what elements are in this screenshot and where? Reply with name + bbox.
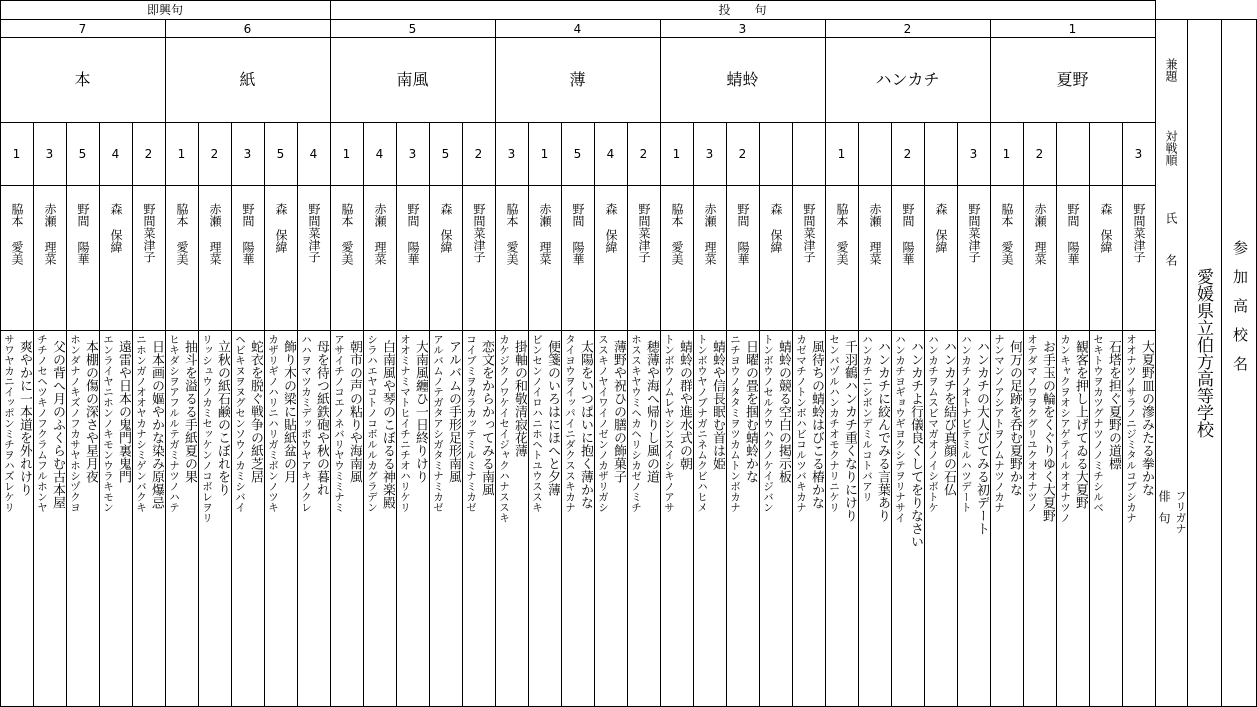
haiku-text: ハンカチの大人びてみる初デート: [974, 340, 989, 535]
entry-name: 赤瀬 理菜: [1033, 203, 1047, 265]
grid-line: [1122, 122, 1123, 707]
entry-order: 3: [705, 147, 714, 161]
entry-order: 2: [210, 147, 219, 161]
grid-line: [198, 122, 199, 707]
haiku-text: 爽やかに一本道を外れけり: [17, 340, 32, 496]
grid-line: [429, 122, 430, 707]
round-theme: 蜻蛉: [726, 70, 759, 89]
haiku-furigana: オオナツノサラノニジミタルコブシカナ: [1125, 334, 1137, 523]
grid-line: [759, 122, 760, 707]
haiku-text: 母を待つ紙鉄砲や秋の暮れ: [314, 340, 329, 496]
haiku-furigana: センバヅルハンカチオモクナリニケリ: [828, 334, 840, 513]
haiku-furigana: トンボウヤノブナガニネムクビハヒメ: [696, 334, 708, 513]
haiku-furigana: カザリギノハリニハリガミボンノツキ: [267, 334, 279, 513]
haiku-furigana: サワヤカニイッポンミチヲハズレケリ: [3, 334, 15, 513]
grid-line: [825, 20, 826, 707]
grid-line: [858, 122, 859, 707]
grid-line: [330, 20, 331, 707]
haiku-text: 石塔を担ぐ夏野の道標: [1106, 340, 1121, 470]
haiku-text: 観客を押し上げてゐる大夏野: [1073, 340, 1088, 509]
haiku-furigana: ナンマンノアシアトヲノムナツノカナ: [993, 334, 1005, 513]
haiku-furigana: カンキャクヲオシアゲテイルオオナツノ: [1059, 334, 1071, 523]
entry-order: 3: [45, 147, 54, 161]
grid-line: [792, 122, 793, 707]
haiku-text: 蜻蛉の競る空白の掲示板: [776, 340, 791, 483]
haiku-furigana: リッシュウノカミセッケンノコボレヲリ: [201, 334, 213, 523]
round-number: 4: [573, 22, 582, 36]
entry-order: [792, 146, 825, 162]
haiku-furigana: ビンセンノイロハニホヘトユウススキ: [531, 334, 543, 513]
entry-order: 2: [1035, 147, 1044, 161]
round-number: 5: [408, 22, 417, 36]
grid-line: [33, 122, 34, 707]
entry-order: 5: [78, 147, 87, 161]
entry-name: 森 保緯: [439, 203, 453, 253]
grid-line: [0, 330, 1155, 331]
entry-order: 1: [540, 147, 549, 161]
grid-line: [165, 20, 166, 707]
haiku-text: 朝市の声の粘りや海南風: [347, 340, 362, 483]
entry-order: 2: [474, 147, 483, 161]
grid-line: [264, 122, 265, 707]
entry-order: 3: [243, 147, 252, 161]
grid-line: [396, 122, 397, 707]
haiku-text: 飾り木の梁に貼紙盆の月: [281, 340, 296, 483]
entry-name: 森 保緯: [604, 203, 618, 253]
haiku-furigana: アサイチノコエノネバリヤウミミナミ: [333, 334, 345, 513]
haiku-text: 抽斗を溢るる手紙夏の果: [182, 340, 197, 483]
entry-name: 赤瀬 理菜: [208, 203, 222, 265]
round-number: 6: [243, 22, 252, 36]
haiku-text: 本棚の傷の深さや星月夜: [83, 340, 98, 483]
haiku-text: お手玉の輪をくぐりゆく大夏野: [1040, 340, 1055, 522]
grid-line: [297, 122, 298, 707]
entry-name: 野間 陽華: [241, 203, 255, 265]
entry-name: 赤瀬 理菜: [868, 203, 882, 265]
grid-line: [462, 122, 463, 707]
entry-order: 2: [639, 147, 648, 161]
entry-name: 森 保緯: [109, 203, 123, 253]
haiku-text: ハンカチに絞んでみる言葉あり: [875, 340, 890, 522]
grid-line: [594, 122, 595, 707]
round-theme: ハンカチ: [875, 70, 940, 89]
round-theme: 本: [74, 70, 91, 89]
haiku-text: 父の背へ月のふくらむ古本屋: [50, 340, 65, 509]
haiku-label: 俳句: [1157, 490, 1171, 534]
entry-order: 2: [738, 147, 747, 161]
entry-order: 3: [408, 147, 417, 161]
haiku-text: 太陽をいつぱいに抱く薄かな: [578, 340, 593, 509]
entry-name: 脇本 愛美: [835, 203, 849, 265]
grid-line: [132, 122, 133, 707]
round-number: 2: [903, 22, 912, 36]
grid-line: [0, 122, 1155, 123]
grid-line: [231, 122, 232, 707]
haiku-furigana: ヒキダシヲアフルルテガミナツノハテ: [168, 334, 180, 513]
entry-name: 野間菜津子: [307, 203, 321, 263]
haiku-furigana: ススキノヤイワイノゼンノカザリガシ: [597, 334, 609, 513]
grid-line: [660, 20, 661, 707]
entry-order: 1: [672, 147, 681, 161]
grid-line: [561, 122, 562, 707]
entry-order: 2: [144, 147, 153, 161]
entry-order: [1089, 146, 1122, 162]
entry-name: 野間菜津子: [472, 203, 486, 263]
haiku-text: 何万の足跡を呑む夏野かな: [1007, 340, 1022, 496]
grid-line: [990, 20, 991, 707]
grid-line: [1155, 0, 1156, 707]
grid-line: [693, 122, 694, 707]
entry-name: 野間菜津子: [967, 203, 981, 263]
entry-name: 野間 陽華: [1066, 203, 1080, 265]
round-number: 1: [1068, 22, 1077, 36]
entry-order: 4: [111, 147, 120, 161]
entry-name: 野間菜津子: [1132, 203, 1146, 263]
entry-name: 森 保緯: [934, 203, 948, 253]
haiku-text: 穂薄や海へ帰りし風の道: [644, 340, 659, 483]
grid-line: [495, 20, 496, 707]
haiku-furigana: ハンカチヲムスビマガオノイシボトケ: [927, 334, 939, 513]
entry-name: 森 保緯: [769, 203, 783, 253]
haiku-text: 風待ちの蜻蛉はびこる椿かな: [809, 340, 824, 509]
entry-order: [924, 146, 957, 162]
haiku-furigana: カゼマチノトンボハビコルツバキカナ: [795, 334, 807, 513]
haiku-furigana: ニチヨウノタタミヲツカムトンボカナ: [729, 334, 741, 513]
furigana-label: フリガナ: [1174, 490, 1187, 534]
haiku-text: アルバムの手形足形南風: [446, 340, 461, 483]
haiku-text: ハンカチを結び真顔の石仏: [941, 340, 956, 496]
entry-order: 1: [12, 147, 21, 161]
haiku-text: 薄野や祝ひの膳の飾菓子: [611, 340, 626, 483]
haiku-furigana: ハンカチニシボンデミルコトバアリ: [861, 334, 873, 502]
entry-order: 3: [969, 147, 978, 161]
entry-name: 野間菜津子: [637, 203, 651, 263]
entry-order: [759, 146, 792, 162]
haiku-furigana: ホンダナノキズノフカサヤホシヅクヨ: [69, 334, 81, 513]
entry-name: 脇本 愛美: [340, 203, 354, 265]
grid-line: [924, 122, 925, 707]
entry-name: 野間 陽華: [406, 203, 420, 265]
haiku-furigana: ハンカチノオトナビテミルハツデート: [960, 334, 972, 513]
haiku-furigana: タイヨウヲイッパイニダクススキカナ: [564, 334, 576, 513]
entry-name: 脇本 愛美: [175, 203, 189, 265]
haiku-furigana: エンライヤニホンノキモンウラキモン: [102, 334, 114, 513]
grid-line: [0, 37, 1155, 38]
grid-line: [66, 122, 67, 707]
round-number: 3: [738, 22, 747, 36]
haiku-text: 蜻蛉や信長眠む首は姫: [710, 340, 725, 470]
name-label: 氏名: [1164, 212, 1178, 296]
grid-line: [1089, 122, 1090, 707]
haiku-furigana: トンボウノムレヤシンスイシキノアサ: [663, 334, 675, 513]
haiku-text: 便箋のいろはにほへと夕薄: [545, 340, 560, 496]
section-sokkyo: 即興句: [146, 3, 183, 17]
entry-order: 2: [903, 147, 912, 161]
grid-line: [0, 19, 1155, 20]
grid-line: [0, 185, 1155, 186]
grid-line: [627, 122, 628, 707]
grid-line: [1023, 122, 1024, 707]
grid-line: [0, 0, 1155, 1]
entry-name: 脇本 愛美: [670, 203, 684, 265]
entry-order: 4: [375, 147, 384, 161]
round-theme: 紙: [239, 70, 256, 89]
haiku-text: ハンカチよ行儀良くしてをりなさい: [908, 340, 923, 548]
grid-line: [957, 122, 958, 707]
entry-name: 赤瀬 理菜: [538, 203, 552, 265]
haiku-furigana: トンボウノセルクウハクノケイジバン: [762, 334, 774, 513]
haiku-text: 立秋の紙石鹸のこぼれをり: [215, 340, 230, 496]
entry-name: 野間 陽華: [736, 203, 750, 265]
entry-name: 森 保緯: [274, 203, 288, 253]
round-theme: 南風: [396, 70, 429, 89]
grid-line: [1221, 19, 1222, 707]
entry-order: 1: [1002, 147, 1011, 161]
school-name: 愛媛県立伯方高等学校: [1193, 268, 1213, 438]
entry-order: [1056, 146, 1089, 162]
entry-order: 5: [276, 147, 285, 161]
haiku-text: 恋文をからかってみる南風: [479, 340, 494, 496]
grid-line: [891, 122, 892, 707]
grid-line: [528, 122, 529, 707]
haiku-text: 日本画の嫗やかな染み原爆忌: [149, 340, 164, 509]
haiku-text: 蛇衣を脱ぐ戦争の紙芝居: [248, 340, 263, 483]
entry-name: 赤瀬 理菜: [43, 203, 57, 265]
round-number: 7: [78, 22, 87, 36]
grid-line: [1056, 122, 1057, 707]
haiku-text: 蜻蛉の群や進水式の朝: [677, 340, 692, 470]
entry-order: 5: [573, 147, 582, 161]
entry-name: 脇本 愛美: [1000, 203, 1014, 265]
haiku-furigana: セキトウヲカツグナツノノミチシルベ: [1092, 334, 1104, 513]
haiku-furigana: ハンカチヨギョウギヨクシテヲリナサイ: [894, 334, 906, 523]
kendai-label: 兼題: [1164, 58, 1178, 82]
entry-order: 1: [837, 147, 846, 161]
haiku-text: 千羽鶴ハンカチ重くなりにけり: [842, 340, 857, 522]
entry-order: 1: [177, 147, 186, 161]
entry-name: 野間菜津子: [802, 203, 816, 263]
haiku-furigana: ニホンガノオオヤカナシミゲンバクキ: [135, 334, 147, 513]
haiku-furigana: ハハヲマツカミデッポウヤアキノクレ: [300, 334, 312, 513]
grid-line: [363, 122, 364, 707]
entry-order: 3: [1134, 147, 1143, 161]
haiku-furigana: ヘビキヌヲヌグセンソウノカミシバイ: [234, 334, 246, 513]
grid-line: [726, 122, 727, 707]
haiku-furigana: オオミナミマトヒイチニチオハリケリ: [399, 334, 411, 513]
grid-line: [1155, 19, 1257, 20]
participating-school-label: 参加高校名: [1231, 240, 1249, 385]
round-theme: 薄: [569, 70, 586, 89]
entry-order: [858, 146, 891, 162]
entry-order: 4: [606, 147, 615, 161]
entry-name: 赤瀬 理菜: [703, 203, 717, 265]
grid-line: [1187, 19, 1188, 707]
entry-name: 赤瀬 理菜: [373, 203, 387, 265]
haiku-text: 大南風纏ひ一日終りけり: [413, 340, 428, 483]
haiku-text: 掛軸の和敬清寂花薄: [512, 340, 527, 457]
entry-name: 脇本 愛美: [505, 203, 519, 265]
haiku-furigana: シラハエヤコトノコボルルカグラデン: [366, 334, 378, 513]
haiku-text: 大夏野皿の滲みたる拳かな: [1139, 340, 1154, 496]
entry-name: 野間 陽華: [571, 203, 585, 265]
haiku-furigana: コイブミヲカラカッテミルミナミカゼ: [465, 334, 477, 513]
entry-order: 3: [507, 147, 516, 161]
haiku-text: 白南風や琴のこぼるる神楽殿: [380, 340, 395, 509]
entry-name: 野間 陽華: [901, 203, 915, 265]
grid-line: [99, 122, 100, 707]
haiku-text: 日曜の畳を掴む蜻蛉かな: [743, 340, 758, 483]
entry-name: 森 保緯: [1099, 203, 1113, 253]
order-label: 対戦順: [1164, 130, 1178, 166]
haiku-furigana: カケジクノワケイセイジャクハナススキ: [498, 334, 510, 523]
entry-name: 脇本 愛美: [10, 203, 24, 265]
grid-line: [330, 0, 331, 20]
entry-order: 1: [342, 147, 351, 161]
round-theme: 夏野: [1056, 70, 1089, 89]
section-tou: 投 句: [718, 3, 767, 17]
entry-order: 5: [441, 147, 450, 161]
entry-name: 野間 陽華: [76, 203, 90, 265]
haiku-furigana: チチノセヘツキノフクラムフルホンヤ: [36, 334, 48, 513]
haiku-furigana: オテダマノワヲクグリユクオオナツノ: [1026, 334, 1038, 513]
entry-order: 4: [309, 147, 318, 161]
haiku-text: 遠雷や日本の鬼門裏鬼門: [116, 340, 131, 483]
haiku-furigana: アルバムノテガタアシガタミナミカゼ: [432, 334, 444, 513]
entry-name: 野間菜津子: [142, 203, 156, 263]
haiku-furigana: ホススキヤウミヘカヘリシカゼノミチ: [630, 334, 642, 513]
